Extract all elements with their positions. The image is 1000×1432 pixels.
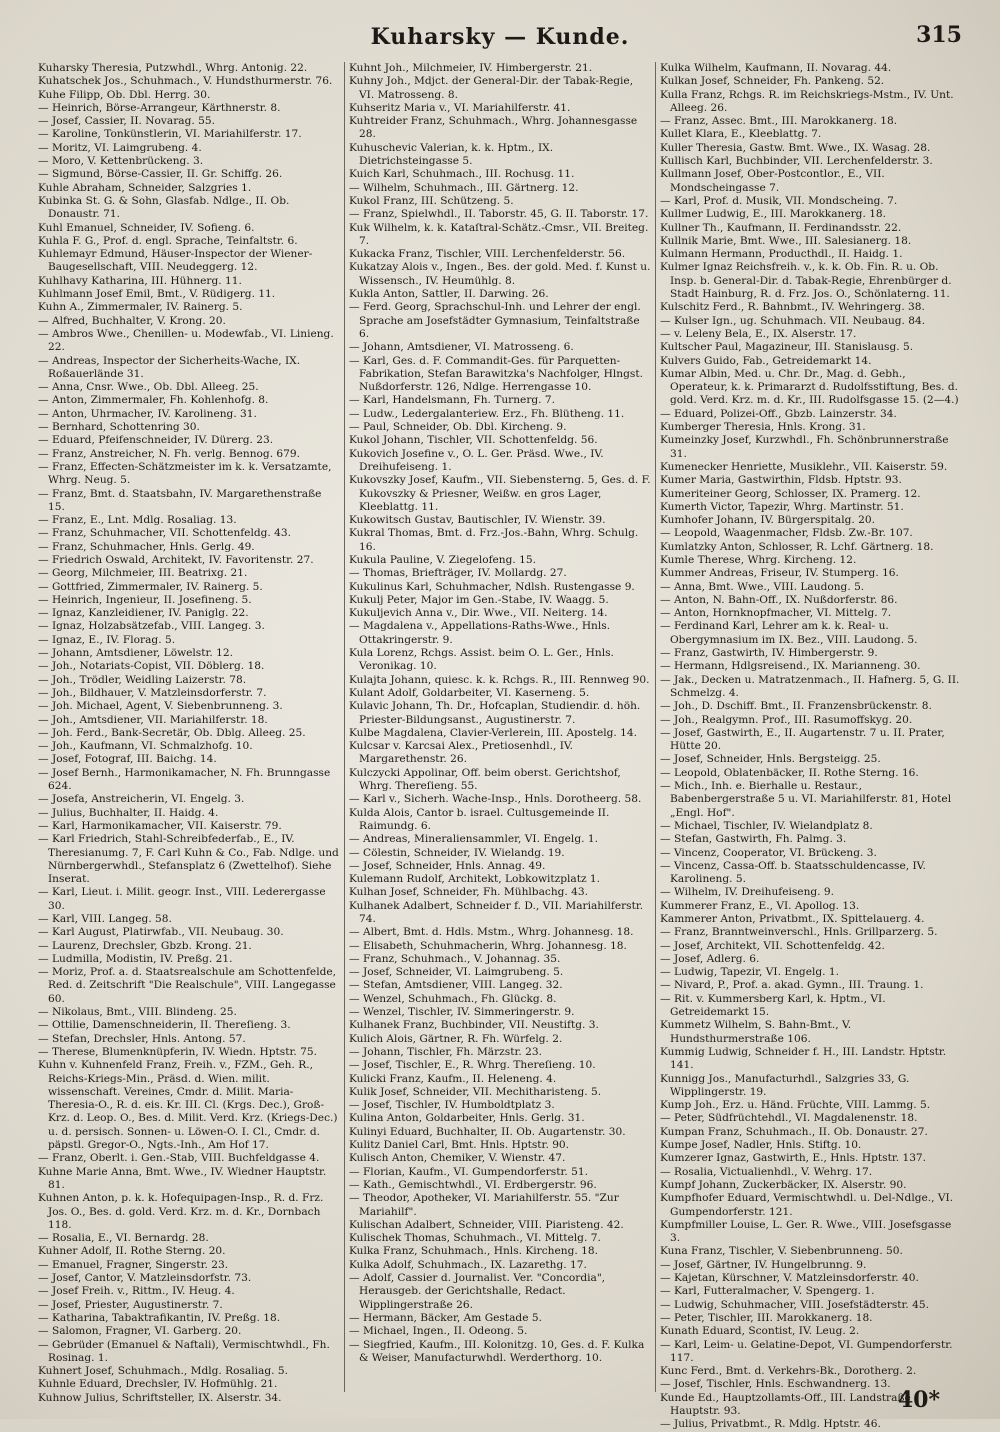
directory-entry: Kulik Josef, Schneider, VII. Mechitharisteng. 5. [349,1085,602,1098]
page-number: 315 [916,22,962,48]
directory-entry: Kunnigg Jos., Manufacturhdl., Salzgries 33, G. Wipplingerstr. 19. [660,1072,910,1098]
directory-entry: — Gottfried, Zimmermaler, IV. Rainerg. 5. [38,580,263,593]
directory-entry: Kumzerer Ignaz, Gastwirth, E., Hnls. Hptstr. 137. [660,1152,927,1165]
directory-entry: — Peter, Südfrüchtehdl., VI. Magdalenenstr. 18. [660,1112,918,1125]
directory-entry: Kulka Wilhelm, Kaufmann, II. Novarag. 44. [660,62,892,74]
directory-entry: Kukol Johann, Tischler, VII. Schottenfeldg. 56. [349,434,598,447]
directory-entry: — Karl, Harmonikamacher, VII. Kaiserstr. 79. [38,819,282,832]
directory-entry: — Mich., Inh. e. Bierhalle u. Restaur., Babenbergerstraße 5 u. VI. Mariahilferstr. 81, Hotel „Engl. Hof". [660,780,952,819]
directory-entry: — Siegfried, Kaufm., III. Kolonitzg. 10, Ges. d. F. Kulka & Weiser, Manufacturwhdl. Werderthorg. 10. [349,1338,645,1364]
directory-entry: — Franz, Gastwirth, IV. Himbergerstr. 9. [660,647,878,660]
directory-entry: — Franz, Assec. Bmt., III. Marokkanerg. 18. [660,115,898,128]
directory-entry: Kubinka St. G. & Sohn, Glasfab. Ndlge., II. Ob. Donaustr. 71. [38,194,290,221]
directory-entry: — Nivard, P., Prof. a. akad. Gymn., III. Traung. 1. [660,979,924,992]
directory-entry: — Magdalena v., Appellations-Raths-Wwe., Hnls. Ottakringerstr. 9. [349,620,611,646]
directory-entry: Kulitz Daniel Carl, Bmt. Hnls. Hptstr. 90. [349,1139,570,1152]
directory-entry: — Gebrüder (Emanuel & Naftali), Vermischtwhdl., Fh. Rosinag. 1. [38,1338,330,1364]
column-2 [344,62,655,1392]
directory-entry: Kummer Andreas, Friseur, IV. Stumperg. 16. [660,567,899,580]
directory-entry: Kukulinus Karl, Schuhmacher, Ndlsh. Rustengasse 9. [349,580,635,593]
directory-entry: Kuhnert Josef, Schuhmach., Mdlg. Rosaliag. 5. [38,1365,288,1378]
directory-entry: Kukula Pauline, V. Ziegelofeng. 15. [349,553,536,566]
directory-entry: — Joh., Trödler, Weidling Laizerstr. 78. [38,673,247,686]
directory-entry: Kumhofer Johann, IV. Bürgerspitalg. 20. [660,514,875,527]
directory-entry: — Emanuel, Fragner, Singerstr. 23. [38,1258,229,1271]
directory-entry: Kuhlmann Josef Emil, Bmt., V. Rüdigerg. 11. [38,288,276,301]
signature-mark: 40* [897,1387,940,1413]
directory-entry: Kulka Adolf, Schuhmach., IX. Lazarethg. 17. [349,1258,587,1271]
directory-entry: Kulajta Johann, quiesc. k. k. Rchgs. R., III. Rennweg 90. [349,673,650,686]
directory-entry: — Karl, Handelsmann, Fh. Turnerg. 7. [349,394,556,407]
directory-entry: — Anton, Zimmermaler, Fh. Kohlenhofg. 8. [38,394,269,407]
directory-entry: — Ferdinand Karl, Lehrer am k. k. Real- u. Obergymnasium im IX. Bez., VIII. Laudong. 5. [660,620,918,646]
directory-entry: Kukulj Peter, Major im Gen.-Stabe, IV. Waagg. 5. [349,593,609,606]
directory-entry: — Katharina, Tabaktrafikantin, IV. Preßg. 18. [38,1311,281,1324]
directory-entry: Kulhan Josef, Schneider, Fh. Mühlbachg. 43. [349,886,589,899]
directory-entry: Kukovich Josefine v., O. L. Ger. Präsd. Wwe., IV. Dreihufeiseng. 1. [349,447,604,473]
directory-entry: Kuhatschek Jos., Schuhmach., V. Hundsthurmerstr. 76. [38,75,333,88]
directory-entry: Kump Joh., Erz. u. Händ. Früchte, VIII. Lammg. 5. [660,1099,931,1112]
directory-entry: Kukuljevich Anna v., Dir. Wwe., VII. Neiterg. 14. [349,607,608,620]
directory-entry: — Moriz, Prof. a. d. Staatsrealschule am Schottenfelde, Red. d. Zeitschrift "Die Realschule", VIII. Langegasse 60. [38,966,337,1005]
directory-entry: Kumberger Theresia, Hnls. Krong. 31. [660,421,866,434]
directory-entry: — Franz, Spielwhdl., II. Taborstr. 45, G. II. Taborstr. 17. [349,208,649,221]
directory-entry: Kuich Karl, Schuhmach., III. Rochusg. 11. [349,168,575,181]
directory-entry: Kulischek Thomas, Schuhmach., VI. Mittelg. 7. [349,1232,601,1245]
directory-entry: — Wilhelm, IV. Dreihufeiseng. 9. [660,886,835,899]
directory-entry: — Franz, Schuhmach., V. Johannag. 35. [349,952,561,965]
directory-entry: — Josef Bernh., Harmonikamacher, N. Fh. Brunngasse 624. [38,766,331,793]
directory-entry: — Ferd. Georg, Sprachschul-Inh. und Lehrer der engl. Sprache am Josefstädter Gymnasium, Teinfaltstraße 6. [349,301,641,340]
directory-entry: — Heinrich, Ingenieur, II. Josefineng. 5. [38,593,252,606]
directory-entry: Kulda Alois, Cantor b. israel. Cultusgemeinde II. Raimundg. 6. [349,806,610,832]
directory-entry: — Eduard, Pfeifenschneider, IV. Dürerg. 23. [38,434,274,447]
directory-entry: Kuhnle Eduard, Drechsler, IV. Hofmühlg. 21. [38,1378,278,1391]
directory-entry: Kuhuschevic Valerian, k. k. Hptm., IX. Dietrichsteingasse 5. [349,141,554,168]
directory-entry: — Vincenz, Cassa-Off. b. Staatsschuldencasse, IV. Karolineng. 5. [660,859,926,886]
directory-entry: Kulischan Adalbert, Schneider, VIII. Piaristeng. 42. [349,1218,624,1231]
directory-entry: — Anton, N. Bahn-Off., IX. Nußdorferstr. 86. [660,593,898,606]
directory-entry: — Andreas, Mineraliensammler, VI. Engelg. 1. [349,833,598,846]
directory-entry: Kullmann Josef, Ober-Postcontlor., E., VII. Mondscheingasse 7. [660,168,885,194]
directory-entry: — Karl August, Platirwfab., VII. Neubaug. 30. [38,926,284,939]
directory-entry: — Karl v., Sicherh. Wache-Insp., Hnls. Dorotheerg. 58. [349,793,642,806]
directory-entry: — Johann, Amtsdiener, VI. Matrosseng. 6. [349,341,574,354]
directory-entry: Kullner Th., Kaufmann, II. Ferdinandsstr. 22. [660,221,902,234]
directory-entry: — Jak., Decken u. Matratzenmach., II. Hafnerg. 5, G. II. Schmelzg. 4. [660,673,960,699]
directory-entry: — Anna, Cnsr. Wwe., Ob. Dbl. Alleeg. 25. [38,381,259,394]
directory-entry: Kullmer Ludwig, E., III. Marokkanerg. 18. [660,208,887,221]
directory-entry: — Josef, Cassier, II. Novarag. 55. [38,115,215,128]
directory-entry: Kulisch Anton, Chemiker, V. Wienstr. 47. [349,1152,566,1165]
directory-entry: Kumle Therese, Whrg. Kircheng. 12. [660,553,857,566]
directory-entry: Kuhny Joh., Mdjct. der General-Dir. der Tabak-Regie, VI. Matrosseng. 8. [349,75,634,101]
directory-entry: — Cölestin, Schneider, IV. Wielandg. 19. [349,846,565,859]
directory-entry: Kuhl Emanuel, Schneider, IV. Sofieng. 6. [38,221,255,234]
directory-entry: — Stefan, Gastwirth, Fh. Palmg. 3. [660,833,847,846]
directory-entry: Kullnik Marie, Bmt. Wwe., III. Salesianerg. 18. [660,234,912,247]
directory-entry: — Karl Friedrich, Stahl-Schreibfederfab., E., IV. Theresianumg. 7, F. Carl Kuhn & Co., Fab. Ndlge. und Nürnbergerwhdl., Stefansplatz 6 (Zwettelhof). Siehe Inserat. [38,833,339,886]
directory-entry: — Elisabeth, Schuhmacherin, Whrg. Johannesg. 18. [349,939,627,952]
directory-entry: Kuhe Filipp, Ob. Dbl. Herrg. 30. [38,88,211,101]
directory-entry: Kumeriteiner Georg, Schlosser, IX. Pramerg. 12. [660,487,921,500]
directory-entry: — Michael, Ingen., II. Odeong. 5. [349,1325,528,1338]
directory-entry: Kammerer Anton, Privatbmt., IX. Spittelauerg. 4. [660,913,925,925]
directory-entry: — Josef, Gastwirth, E., II. Augartenstr. 7 u. II. Prater, Hütte 20. [660,726,945,753]
directory-entry: — Josef, Tischler, Hnls. Eschwandnerg. 13. [660,1378,891,1391]
directory-entry: Kuller Theresia, Gastw. Bmt. Wwe., IX. Wasag. 28. [660,141,931,154]
directory-entry: Kunc Ferd., Bmt. d. Verkehrs-Bk., Dorotherg. 2. [660,1365,917,1378]
directory-entry: — Josef, Gärtner, IV. Hungelbrunng. 9. [660,1258,867,1271]
directory-entry: Kukowitsch Gustav, Bautischler, IV. Wienstr. 39. [349,514,606,527]
directory-entry: — Josef, Adlerg. 6. [660,952,760,965]
directory-entry: — Therese, Blumenknüpferin, IV. Wiedn. Hptstr. 75. [38,1045,317,1058]
directory-entry: — Josef, Tischler, E., R. Whrg. Thereſieng. 10. [349,1059,596,1072]
directory-entry: — Franz, Anstreicher, N. Fh. verlg. Bennog. 679. [38,447,301,460]
directory-entry: — Joh., Realgymn. Prof., III. Rasumoffskyg. 20. [660,713,913,726]
directory-entry: — Andreas, Inspector der Sicherheits-Wache, IX. Roßauerlände 31. [38,354,301,380]
directory-entry: — Theodor, Apotheker, VI. Mariahilferstr. 55. "Zur Mariahilf". [349,1192,619,1218]
directory-entry: — Peter, Tischler, III. Marokkanerg. 18. [660,1311,873,1324]
directory-entry: Kumar Albin, Med. u. Chr. Dr., Mag. d. Gebh., Operateur, k. k. Primararzt d. Rudolfsstiftung, Bes. d. gold. Verd. Krz. m. d. Kr., III. Rudolfsgasse 15. (2—4.) [660,367,959,407]
directory-entry: — Thomas, Briefträger, IV. Mollardg. 27. [349,567,567,580]
directory-entry: — Georg, Milchmeier, III. Beatrixg. 21. [38,567,248,580]
directory-entry: Kulbe Magdalena, Clavier-Verlerein, III. Apostelg. 14. [349,726,637,739]
directory-entry: — Joh. Ferd., Bank-Secretär, Ob. Dblg. Alleeg. 25. [38,726,306,739]
directory-entry: Kulvers Guido, Fab., Getreidemarkt 14. [660,354,872,367]
directory-entry: — Franz, E., Lnt. Mdlg. Rosaliag. 13. [38,514,237,527]
directory-entry: — Karl, Lieut. i. Milit. geogr. Inst., VIII. Lederergasse 30. [38,886,326,912]
directory-entry: — Stefan, Amtsdiener, VIII. Langeg. 32. [349,979,563,992]
directory-entry: — Stefan, Drechsler, Hnls. Antong. 57. [38,1032,246,1045]
directory-entry: — Josef, Schneider, Hnls. Bergsteigg. 25. [660,753,881,766]
directory-entry: Kukral Thomas, Bmt. d. Frz.-Jos.-Bahn, Whrg. Schulg. 16. [349,527,639,553]
directory-entry: — Karl, Prof. d. Musik, VII. Mondscheing. 7. [660,194,898,207]
directory-entry: Kuhlhavy Katharina, III. Hühnerg. 11. [38,274,242,287]
directory-entry: — Laurenz, Drechsler, Gbzb. Krong. 21. [38,939,252,952]
directory-entry: Kulemann Rudolf, Architekt, Lobkowitzplatz 1. [349,873,601,886]
directory-entry: — Vincenz, Cooperator, VI. Brückeng. 3. [660,846,877,859]
directory-entry: Kumeinzky Josef, Kurzwhdl., Fh. Schönbrunnerstraße 31. [660,434,949,460]
directory-entry: — Nikolaus, Bmt., VIII. Blindeng. 25. [38,1006,237,1019]
directory-entry: Kumer Maria, Gastwirthin, Fldsb. Hptstr. 93. [660,474,902,487]
directory-entry: Kumpfhofer Eduard, Vermischtwhdl. u. Del-Ndlge., VI. Gumpendorferstr. 121. [660,1192,954,1218]
directory-entry: Kummetz Wilhelm, S. Bahn-Bmt., V. Hundsthurmerstraße 106. [660,1019,852,1045]
directory-entry: — Karl, Ges. d. F. Commandit-Ges. für Parquetten-Fabrikation, Stefan Barawitzka's Nachfolger, Hlngst. Nußdorferstr. 126, Ndlge. Herrengasse 10. [349,354,643,394]
directory-entry: Kummerer Franz, E., VI. Apollog. 13. [660,899,860,912]
directory-entry: Kula Lorenz, Rchgs. Assist. beim O. L. Ger., Hnls. Veronikag. 10. [349,647,614,673]
directory-entry: — Ignaz, E., IV. Florag. 5. [38,633,176,646]
directory-entry: — Wilhelm, Schuhmach., III. Gärtnerg. 12. [349,181,579,194]
directory-entry: — Karl, VIII. Langeg. 58. [38,913,172,925]
directory-entry: — Joh. Michael, Agent, V. Siebenbrunneng. 3. [38,700,283,713]
directory-entry: Kuk Wilhelm, k. k. Kataſtral-Schätz.-Cmsr., VII. Breiteg. 7. [349,221,649,247]
directory-entry: — Julius, Buchhalter, II. Haidg. 4. [38,806,219,819]
directory-entry: Kuhn v. Kuhnenfeld Franz, Freih. v., FZM., Geh. R., Reichs-Kriegs-Min., Präsd. d. Wien. milit. wissenschaft. Vereines, Cmdr. d. Milit. Maria-Theresia-O., R. d. eis. Kr. III. Cl. (Krgs. Dec.), Groß-Krz. d. Leop. O., Bes. d. Milit. Verd. Krz. (Kriegs-Dec.) u. d. persisch. Sonnen- u. Löwen-O. I. Cl., Cmdr. d. päpstl. Gregor-O., Ngts.-Inh., Am Hof 17. [38,1059,338,1152]
directory-entry: — Paul, Schneider, Ob. Dbl. Kircheng. 9. [349,421,567,434]
directory-entry: — Franz, Schuhmacher, VII. Schottenfeldg. 43. [38,527,291,540]
directory-entry: — Rosalia, Victualienhdl., V. Wehrg. 17. [660,1165,873,1178]
directory-entry: Kuhla F. G., Prof. d. engl. Sprache, Teinfaltstr. 6. [38,234,298,247]
directory-entry: Kuhlemayr Edmund, Häuser-Inspector der Wiener-Baugesellschaft, VIII. Neudeggerg. 12. [38,248,313,274]
directory-entry: Kumpfmiller Louise, L. Ger. R. Wwe., VIII. Josefsgasse 3. [660,1218,952,1245]
directory-entry: — Johann, Amtsdiener, Löwelstr. 12. [38,647,233,660]
directory-entry: Kuhseritz Maria v., VI. Mariahilferstr. 41. [349,101,571,114]
directory-entry: — Karl, Futteralmacher, V. Spengerg. 1. [660,1285,875,1298]
directory-entry: — Josef Freih. v., Rittm., IV. Heug. 4. [38,1285,235,1298]
directory-entry: — Anna, Bmt. Wwe., VIII. Laudong. 5. [660,580,865,593]
directory-entry: Kulcsar v. Karcsai Alex., Pretiosenhdl., IV. Margarethenstr. 26. [349,740,574,766]
directory-entry: — Joh., D. Dschiff. Bmt., II. Franzensbrückenstr. 8. [660,700,932,713]
directory-entry: — Leopold, Waagenmacher, Fldsb. Zw.-Br. 107. [660,527,913,540]
directory-entry: Kuhner Adolf, II. Rothe Sterng. 20. [38,1245,226,1258]
directory-entry: — Heinrich, Börse-Arrangeur, Kärthnerstr. 8. [38,101,281,114]
directory-entry: Kumpf Johann, Zuckerbäcker, IX. Alserstr. 90. [660,1178,907,1191]
directory-entry: Kulant Adolf, Goldarbeiter, VI. Kaserneng. 5. [349,686,590,699]
directory-entry: Kullisch Karl, Buchbinder, VII. Lerchenfelderstr. 3. [660,155,933,168]
directory-entry: Kuhn A., Zimmermaler, IV. Rainerg. 5. [38,301,243,314]
directory-entry: Kunde Ed., Hauptzollamts-Off., III. Landstraße Hauptstr. 93. [660,1391,911,1417]
directory-entry: — Franz, Bmt. d. Staatsbahn, IV. Margarethenstraße 15. [38,487,322,513]
directory-entry: Kumpe Josef, Nadler, Hnls. Stiftg. 10. [660,1139,862,1152]
directory-entry: Kumlatzky Anton, Schlosser, R. Lchf. Gärtnerg. 18. [660,540,934,553]
directory-entry: Kulina Anton, Goldarbeiter, Hnls. Gerlg. 31. [349,1112,585,1125]
directory-entry: — Ludwig, Schuhmacher, VIII. Josefstädterstr. 45. [660,1298,930,1311]
directory-entry: Kukol Franz, III. Schützeng. 5. [349,194,514,207]
directory-entry: — Albert, Bmt. d. Hdls. Mstm., Whrg. Johannesg. 18. [349,926,634,939]
directory-entry: — Friedrich Oswald, Architekt, IV. Favoritenstr. 27. [38,553,314,566]
directory-entry: Kunath Eduard, Scontist, IV. Leug. 2. [660,1325,860,1338]
directory-entry: — Bernhard, Schottenring 30. [38,421,200,434]
column-1 [34,62,344,1404]
directory-entry: Kuhnt Joh., Milchmeier, IV. Himbergerstr. 21. [349,62,593,74]
directory-entry: — Josef, Schneider, Hnls. Annag. 49. [349,859,546,872]
directory-entry: Kulmer Ignaz Reichsfreih. v., k. k. Ob. Fin. R. u. Ob. Insp. b. General-Dir. d. Tabak-Regie, Ehrenbürger d. Stadt Hainburg, R. d. Frz. Jos. O., Schönlaterng. 11. [660,261,952,301]
directory-entry: Kulkan Josef, Schneider, Fh. Pankeng. 52. [660,75,885,88]
directory-entry: Kultscher Paul, Magazineur, III. Stanislausg. 5. [660,341,914,354]
directory-entry: Kumerth Victor, Tapezir, Whrg. Martinstr. 51. [660,500,904,513]
directory-entry: Kulka Franz, Schuhmach., Hnls. Kircheng. 18. [349,1245,598,1258]
directory-entry: Kuhtreider Franz, Schuhmach., Whrg. Johannesgasse 28. [349,115,638,141]
directory-entry: — Ignaz, Holzabsätzefab., VIII. Langeg. 3. [38,620,265,633]
directory-entry: — Ottilie, Damenschneiderin, II. Thereſieng. 3. [38,1019,291,1032]
directory-entry: Kuhnen Anton, p. k. k. Hofequipagen-Insp., R. d. Frz. Jos. O., Bes. d. gold. Verd. Krz. m. d. Kr., Dornbach 118. [38,1192,324,1231]
directory-entry: — Josef, Cantor, V. Matzleinsdorfstr. 73. [38,1272,252,1285]
directory-entry: — Franz, Branntweinverschl., Hnls. Grillparzerg. 5. [660,926,938,939]
directory-entry: — Ignaz, Kanzleidiener, IV. Paniglg. 22. [38,607,249,620]
directory-entry: Kulhanek Franz, Buchbinder, VII. Neustiftg. 3. [349,1019,599,1032]
directory-entry: Kulczycki Appolinar, Off. beim oberst. Gerichtshof, Whrg. Thereſieng. 55. [349,766,621,793]
directory-entry: Kumpan Franz, Schuhmach., II. Ob. Donaustr. 27. [660,1125,928,1138]
directory-entry: — Leopold, Oblatenbäcker, II. Rothe Sterng. 16. [660,766,919,779]
directory-entry: — Hermann, Bäcker, Am Gestade 5. [349,1311,542,1324]
directory-entry: Kulschitz Ferd., R. Bahnbmt., IV. Wehringerg. 38. [660,301,925,314]
directory-entry: — Josef, Schneider, VI. Laimgrubeng. 5. [349,966,564,979]
directory-entry: — v. Leleny Bela, E., IX. Alserstr. 17. [660,327,857,340]
directory-entry: — Joh., Kaufmann, VI. Schmalzhofg. 10. [38,740,253,753]
directory-entry: — Rosalia, E., VI. Bernardg. 28. [38,1232,209,1245]
directory-entry: — Adolf, Cassier d. Journalist. Ver. "Concordia", Herausgeb. der Gerichtshalle, Redact. Wipplingerstraße 26. [349,1272,606,1311]
directory-entry: — Wenzel, Tischler, IV. Simmeringerstr. 9. [349,1006,575,1019]
directory-entry: — Ambros Wwe., Chenillen- u. Modewfab., VI. Linieng. 22. [38,327,334,354]
directory-entry: — Kath., Gemischtwhdl., VI. Erdbergerstr. 96. [349,1178,597,1191]
directory-entry: — Kulser Ign., ug. Schuhmach. VII. Neubaug. 84. [660,314,926,327]
column-3 [655,62,966,1431]
directory-entry: — Eduard, Polizei-Off., Gbzb. Lainzerstr. 34. [660,407,897,420]
directory-entry: — Franz, Oberlt. i. Gen.-Stab, VIII. Buchfeldgasse 4. [38,1152,320,1165]
directory-entry: — Franz, Schuhmacher, Hnls. Gerlg. 49. [38,540,255,553]
directory-entry: — Alfred, Buchhalter, V. Krong. 20. [38,314,226,327]
directory-entry: — Florian, Kaufm., VI. Gumpendorferstr. 51. [349,1165,588,1178]
directory-entry: — Josef, Tischler, IV. Humboldtplatz 3. [349,1099,555,1112]
directory-entry: — Moritz, VI. Laimgrubeng. 4. [38,141,202,154]
directory-entry: Kukovszky Josef, Kaufm., VII. Siebensterng. 5, Ges. d. F. Kukovszky & Priesner, Weißw. en gros Lager, Kleeblattg. 11. [349,474,651,513]
directory-entry: — Kajetan, Kürschner, V. Matzleinsdorferstr. 40. [660,1272,919,1285]
directory-entry: — Franz, Effecten-Schätzmeister im k. k. Versatzamte, Whrg. Neug. 5. [38,460,332,487]
directory-entry: Kuna Franz, Tischler, V. Siebenbrunneng. 50. [660,1245,903,1258]
directory-entry: Kuhnow Julius, Schriftsteller, IX. Alserstr. 34. [38,1391,282,1404]
directory-entry: — Moro, V. Kettenbrückeng. 3. [38,155,204,168]
directory-entry: — Joh., Bildhauer, V. Matzleinsdorferstr. 7. [38,686,267,699]
directory-entry: — Karl, Leim- u. Gelatine-Depot, VI. Gumpendorferstr. 117. [660,1338,953,1364]
directory-entry: — Julius, Privatbmt., R. Mdlg. Hptstr. 46. [660,1418,881,1431]
directory-entry: — Ludmilla, Modistin, IV. Preßg. 21. [38,952,233,965]
directory-entry: Kullet Klara, E., Kleeblattg. 7. [660,128,822,141]
directory-entry: Kulinyi Eduard, Buchhalter, II. Ob. Augartenstr. 30. [349,1125,626,1138]
directory-entry: — Sigmund, Börse-Cassier, II. Gr. Schiffg. 26. [38,168,283,181]
directory-entry: — Joh., Notariats-Copist, VII. Döblerg. 18. [38,660,265,673]
directory-entry: — Joh., Amtsdiener, VII. Mariahilferstr. 18. [38,713,268,726]
directory-entry: — Ludwig, Tapezir, VI. Engelg. 1. [660,966,839,979]
directory-entry: — Salomon, Fragner, VI. Garberg. 20. [38,1325,242,1338]
directory-entry: — Wenzel, Schuhmach., Fh. Glückg. 8. [349,992,557,1005]
directory-entry: — Anton, Uhrmacher, IV. Karolineng. 31. [38,407,257,420]
directory-entry: Kulich Alois, Gärtner, R. Fh. Würfelg. 2. [349,1032,563,1045]
directory-entry: Kulmann Hermann, Producthdl., II. Haidg. 1. [660,248,903,261]
directory-entry: — Johann, Tischler, Fh. Märzstr. 23. [349,1045,542,1058]
page-title: Kuharsky — Kunde. [370,24,630,50]
directory-entry: — Josef, Architekt, VII. Schottenfeldg. 42. [660,939,885,952]
directory-entry: — Michael, Tischler, IV. Wielandplatz 8. [660,819,873,832]
directory-entry: — Ludw., Ledergalanteriew. Erz., Fh. Blütheng. 11. [349,407,625,420]
directory-entry: — Josef, Priester, Augustinerstr. 7. [38,1298,223,1311]
directory-entry: — Hermann, Hdlgsreisend., IX. Marianneng. 30. [660,660,921,673]
directory-entry: Kumenecker Henriette, Musiklehr., VII. Kaiserstr. 59. [660,460,948,473]
directory-entry: Kuhne Marie Anna, Bmt. Wwe., IV. Wiedner Hauptstr. 81. [38,1165,327,1191]
directory-entry: Kulla Franz, Rchgs. R. im Reichskriegs-Mstm., IV. Unt. Alleeg. 26. [660,88,954,114]
directory-entry: — Anton, Hornknopfmacher, VI. Mittelg. 7. [660,607,892,620]
page-header [34,18,966,62]
directory-entry: — Rit. v. Kummersberg Karl, k. Hptm., VI. Getreidemarkt 15. [660,992,886,1019]
directory-entry: Kuharsky Theresia, Putzwhdl., Whrg. Antonig. 22. [38,62,308,74]
directory-entry: — Josef, Fotograf, III. Baichg. 14. [38,753,217,766]
directory-entry: Kummig Ludwig, Schneider f. H., III. Landstr. Hptstr. 141. [660,1045,947,1072]
directory-entry: Kulicki Franz, Kaufm., II. Heleneng. 4. [349,1072,557,1085]
directory-entry: Kukatzay Alois v., Ingen., Bes. der gold. Med. f. Kunst u. Wissensch., IV. Heumühlg. 8. [349,261,651,287]
directory-entry: Kuhle Abraham, Schneider, Salzgries 1. [38,181,252,194]
directory-entry: — Karoline, Tonkünstlerin, VI. Mariahilferstr. 17. [38,128,302,141]
directory-entry: Kulavic Johann, Th. Dr., Hofcaplan, Studiendir. d. höh. Priester-Bildungsanst., Augustinerstr. 7. [349,700,641,726]
directory-entry: — Josefa, Anstreicherin, VI. Engelg. 3. [38,793,245,806]
directory-entry: Kulhanek Adalbert, Schneider f. D., VII. Mariahilferstr. 74. [349,899,644,925]
directory-entry: Kukla Anton, Sattler, II. Darwing. 26. [349,288,549,301]
directory-columns [34,62,966,1431]
directory-entry: Kukacka Franz, Tischler, VIII. Lerchenfelderstr. 56. [349,248,626,261]
